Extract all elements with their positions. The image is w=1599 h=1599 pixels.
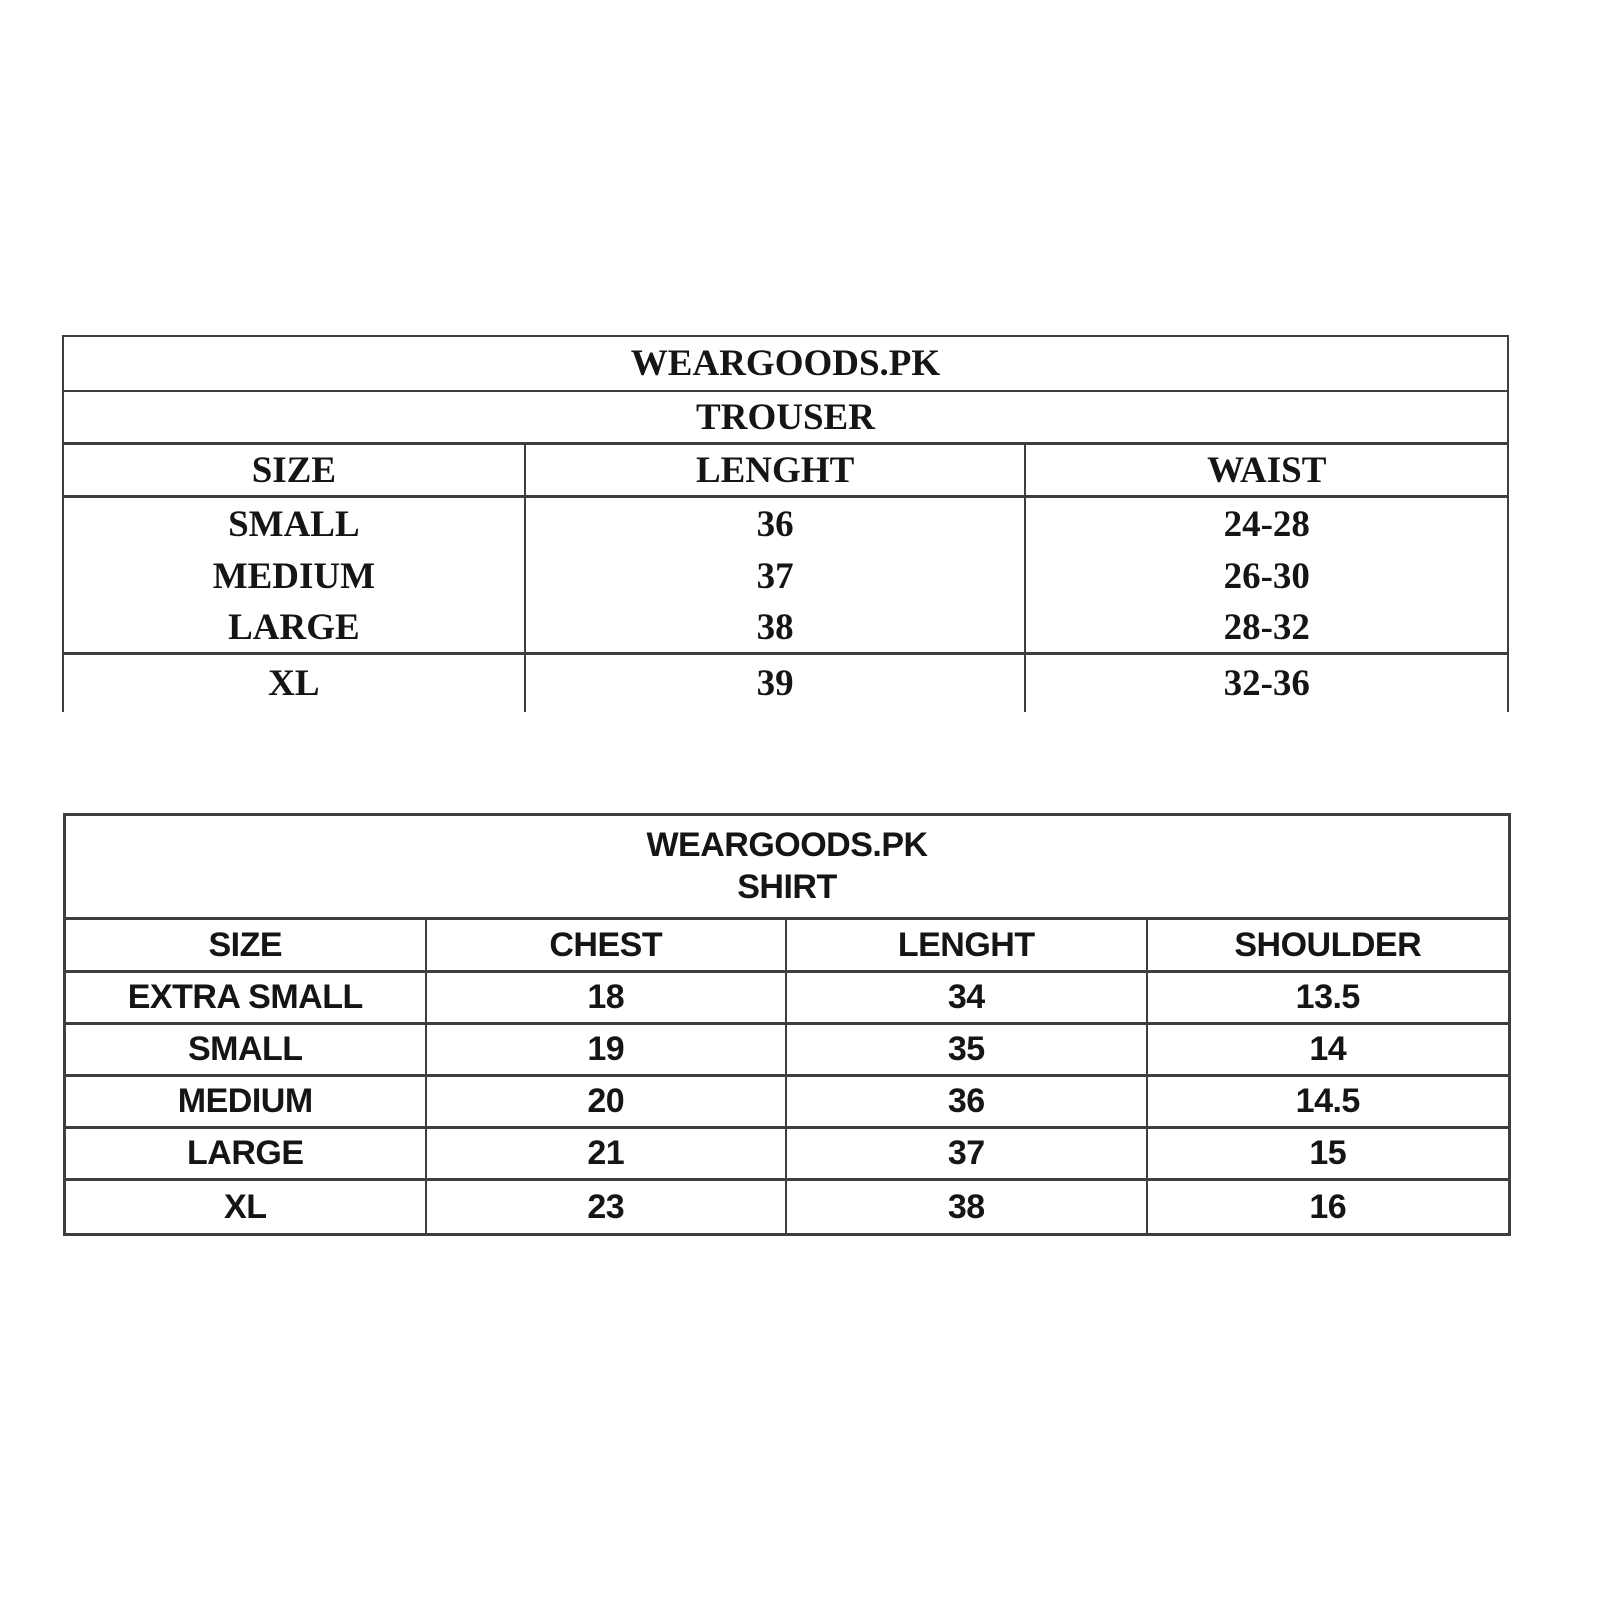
shirt-header-chest: CHEST <box>427 920 788 970</box>
trouser-cell-size: MEDIUM <box>64 550 526 602</box>
trouser-table-header-row <box>64 445 1507 498</box>
shirt-cell-shoulder: 13.5 <box>1295 978 1360 1016</box>
shirt-cell-lenght: 35 <box>787 1025 1148 1074</box>
shirt-cell-lenght: 37 <box>787 1129 1148 1178</box>
trouser-cell-size: XL <box>64 655 526 712</box>
shirt-cell-shoulder: 16 <box>1309 1187 1347 1226</box>
shirt-cell-size: LARGE <box>66 1129 427 1178</box>
trouser-row-large <box>64 602 1507 655</box>
shirt-cell-shoulder: 15 <box>1309 1134 1347 1172</box>
trouser-table-title-row <box>64 337 1507 392</box>
shirt-cell-size: SMALL <box>66 1025 427 1074</box>
trouser-table-subtitle-row <box>64 392 1507 445</box>
shirt-cell-size: XL <box>66 1181 427 1233</box>
shirt-row-medium <box>66 1077 1508 1129</box>
shirt-cell-chest: 18 <box>427 973 788 1022</box>
trouser-cell-lenght: 39 <box>526 655 1027 712</box>
trouser-table-subtitle: TROUSER <box>696 396 875 438</box>
shirt-row-xl <box>66 1181 1508 1233</box>
shirt-cell-chest: 20 <box>427 1077 788 1126</box>
shirt-cell-chest: 23 <box>427 1181 788 1233</box>
trouser-cell-waist: 24-28 <box>1223 503 1310 545</box>
shirt-row-large <box>66 1129 1508 1181</box>
shirt-table-title: WEARGOODS.PK <box>646 825 928 864</box>
shirt-cell-lenght: 36 <box>787 1077 1148 1126</box>
shirt-row-small <box>66 1025 1508 1077</box>
shirt-cell-shoulder: 14.5 <box>1295 1082 1360 1120</box>
shirt-table-header-row <box>66 920 1508 973</box>
trouser-cell-waist: 32-36 <box>1223 663 1310 704</box>
shirt-cell-lenght: 34 <box>787 973 1148 1022</box>
shirt-cell-shoulder: 14 <box>1309 1030 1347 1068</box>
shirt-cell-chest: 19 <box>427 1025 788 1074</box>
trouser-cell-waist: 28-32 <box>1223 606 1310 648</box>
shirt-size-table <box>63 813 1511 1236</box>
trouser-size-table <box>62 335 1509 712</box>
trouser-cell-lenght: 38 <box>526 602 1027 652</box>
shirt-cell-chest: 21 <box>427 1129 788 1178</box>
trouser-header-lenght: LENGHT <box>526 445 1027 495</box>
trouser-header-waist: WAIST <box>1207 449 1327 491</box>
trouser-header-size: SIZE <box>64 445 526 495</box>
trouser-cell-lenght: 37 <box>526 550 1027 602</box>
trouser-table-title: WEARGOODS.PK <box>630 343 941 384</box>
shirt-cell-size: MEDIUM <box>66 1077 427 1126</box>
shirt-cell-size: EXTRA SMALL <box>66 973 427 1022</box>
trouser-row-medium <box>64 550 1507 602</box>
shirt-header-shoulder: SHOULDER <box>1234 925 1422 964</box>
trouser-cell-waist: 26-30 <box>1223 555 1310 597</box>
trouser-cell-size: LARGE <box>64 602 526 652</box>
shirt-header-lenght: LENGHT <box>787 920 1148 970</box>
shirt-cell-lenght: 38 <box>787 1181 1148 1233</box>
shirt-header-size: SIZE <box>66 920 427 970</box>
shirt-table-subtitle: SHIRT <box>737 868 837 907</box>
trouser-row-small <box>64 498 1507 550</box>
shirt-table-title-cell <box>66 816 1508 920</box>
trouser-cell-size: SMALL <box>64 498 526 550</box>
trouser-row-xl <box>64 655 1507 712</box>
shirt-row-extra-small <box>66 973 1508 1025</box>
trouser-cell-lenght: 36 <box>526 498 1027 550</box>
